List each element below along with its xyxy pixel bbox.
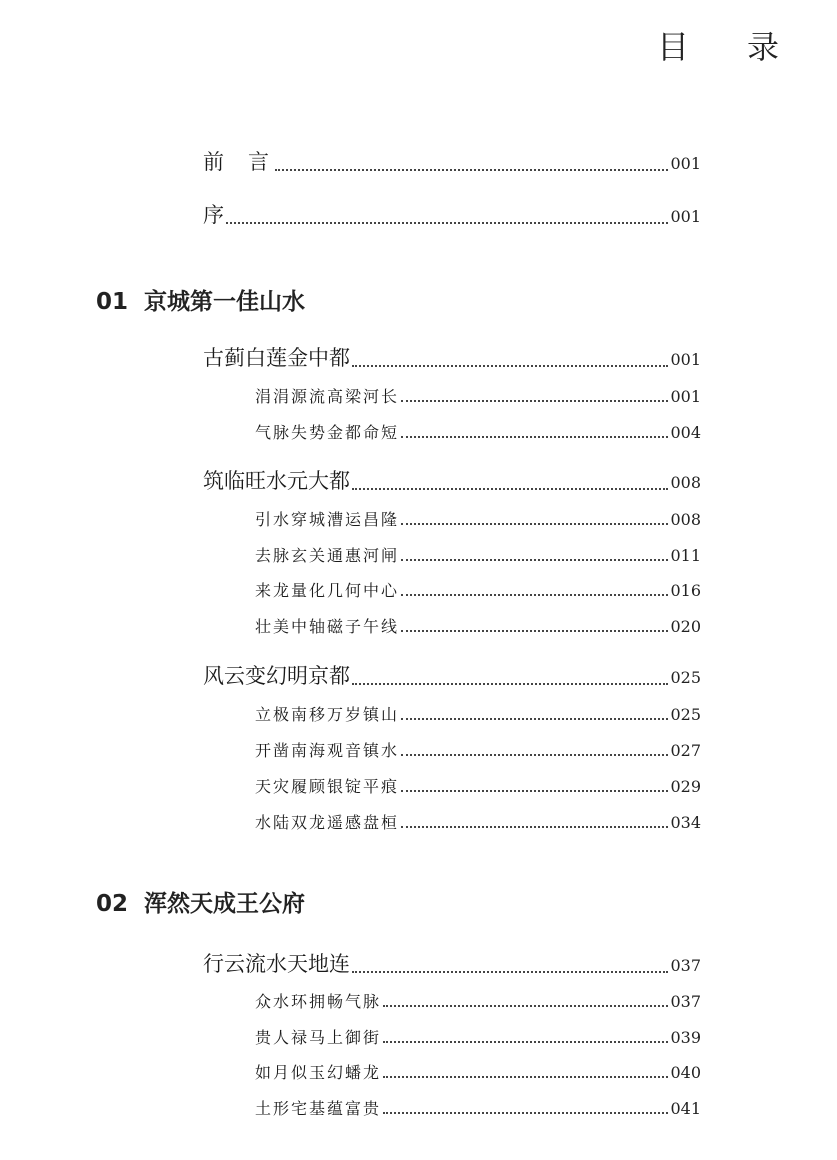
toc-item-label: 引水穿城漕运昌隆: [255, 510, 400, 529]
toc-section[interactable]: [203, 342, 701, 372]
chapter-heading-01[interactable]: [96, 283, 305, 316]
chapter-number: 02: [96, 891, 129, 917]
toc-section[interactable]: [203, 465, 701, 495]
toc-page-number: 001: [670, 207, 701, 226]
toc-section-label: 古蓟白莲金中都: [203, 346, 350, 370]
toc-item[interactable]: [255, 420, 701, 443]
toc-item-label: 去脉玄关通惠河闸: [255, 546, 400, 565]
toc-item-label: 如月似玉幻蟠龙: [255, 1063, 382, 1082]
toc-item-label: 气脉失势金都命短: [255, 423, 400, 442]
toc-section-label: 风云变幻明京都: [203, 664, 350, 688]
dot-leader: [401, 718, 668, 720]
toc-page-number: 037: [670, 992, 701, 1011]
toc-page-number: 025: [670, 668, 701, 687]
toc-page-number: 016: [670, 581, 701, 600]
toc-page-number: 027: [670, 741, 701, 760]
toc-item[interactable]: [255, 738, 701, 761]
toc-item-label: 水陆双龙遥感盘桓: [255, 813, 400, 832]
toc-page-number: 034: [670, 813, 701, 832]
toc-page-number: 041: [670, 1099, 701, 1118]
dot-leader: [401, 630, 668, 632]
dot-leader: [401, 559, 668, 561]
toc-page-number: 029: [670, 777, 701, 796]
toc-page-number: 001: [670, 154, 701, 173]
dot-leader: [401, 826, 668, 828]
toc-section[interactable]: [203, 948, 701, 978]
toc-item[interactable]: [255, 507, 701, 530]
toc-page-number: 040: [670, 1063, 701, 1082]
toc-page-number: 011: [670, 546, 701, 565]
toc-page-number: 001: [670, 350, 701, 369]
toc-entry-preface[interactable]: [203, 146, 701, 176]
toc-item-label: 众水环拥畅气脉: [255, 992, 382, 1011]
dot-leader: [383, 1076, 668, 1078]
toc-entry-label: 前言: [203, 150, 293, 174]
dot-leader: [352, 365, 668, 367]
toc-item[interactable]: [255, 543, 701, 566]
page-title: 目录: [656, 28, 837, 66]
toc-item-label: 贵人禄马上御街: [255, 1028, 382, 1047]
toc-section-label: 筑临旺水元大都: [203, 469, 350, 493]
toc-item-label: 立极南移万岁镇山: [255, 705, 400, 724]
toc-item-label: 来龙量化几何中心: [255, 581, 400, 600]
dot-leader: [352, 971, 668, 973]
toc-page-number: 001: [670, 387, 701, 406]
dot-leader: [383, 1112, 668, 1114]
toc-item[interactable]: [255, 578, 701, 601]
toc-item[interactable]: [255, 384, 701, 407]
toc-item[interactable]: [255, 989, 701, 1012]
toc-item[interactable]: [255, 774, 701, 797]
toc-page-number: 020: [670, 617, 701, 636]
toc-page-number: 039: [670, 1028, 701, 1047]
toc-item[interactable]: [255, 1025, 701, 1048]
dot-leader: [226, 222, 668, 224]
dot-leader: [383, 1041, 668, 1043]
toc-page-number: 008: [670, 510, 701, 529]
dot-leader: [401, 400, 668, 402]
toc-entry-foreword[interactable]: [203, 199, 701, 229]
toc-item-label: 开凿南海观音镇水: [255, 741, 400, 760]
chapter-number: 01: [96, 289, 129, 315]
toc-item[interactable]: [255, 614, 701, 637]
toc-page-number: 037: [670, 956, 701, 975]
toc-item[interactable]: [255, 810, 701, 833]
toc-item-label: 天灾履顾银锭平痕: [255, 777, 400, 796]
toc-item-label: 涓涓源流高梁河长: [255, 387, 400, 406]
chapter-heading-02[interactable]: [96, 885, 305, 918]
toc-item[interactable]: [255, 1060, 701, 1083]
dot-leader: [352, 488, 668, 490]
toc-item[interactable]: [255, 1096, 701, 1119]
dot-leader: [275, 169, 668, 171]
dot-leader: [401, 523, 668, 525]
dot-leader: [401, 436, 668, 438]
toc-page-number: 025: [670, 705, 701, 724]
dot-leader: [401, 754, 668, 756]
toc-section[interactable]: [203, 660, 701, 690]
toc-section-label: 行云流水天地连: [203, 952, 350, 976]
dot-leader: [383, 1005, 668, 1007]
dot-leader: [401, 790, 668, 792]
toc-entry-label: 序: [203, 203, 224, 227]
toc-item-label: 土形宅基蕴富贵: [255, 1099, 382, 1118]
dot-leader: [401, 594, 668, 596]
dot-leader: [352, 683, 668, 685]
toc-item-label: 壮美中轴磁子午线: [255, 617, 400, 636]
toc-page-number: 008: [670, 473, 701, 492]
chapter-title: 浑然天成王公府: [144, 891, 306, 917]
toc-item[interactable]: [255, 702, 701, 725]
toc-page-number: 004: [670, 423, 701, 442]
chapter-title: 京城第一佳山水: [144, 289, 306, 315]
